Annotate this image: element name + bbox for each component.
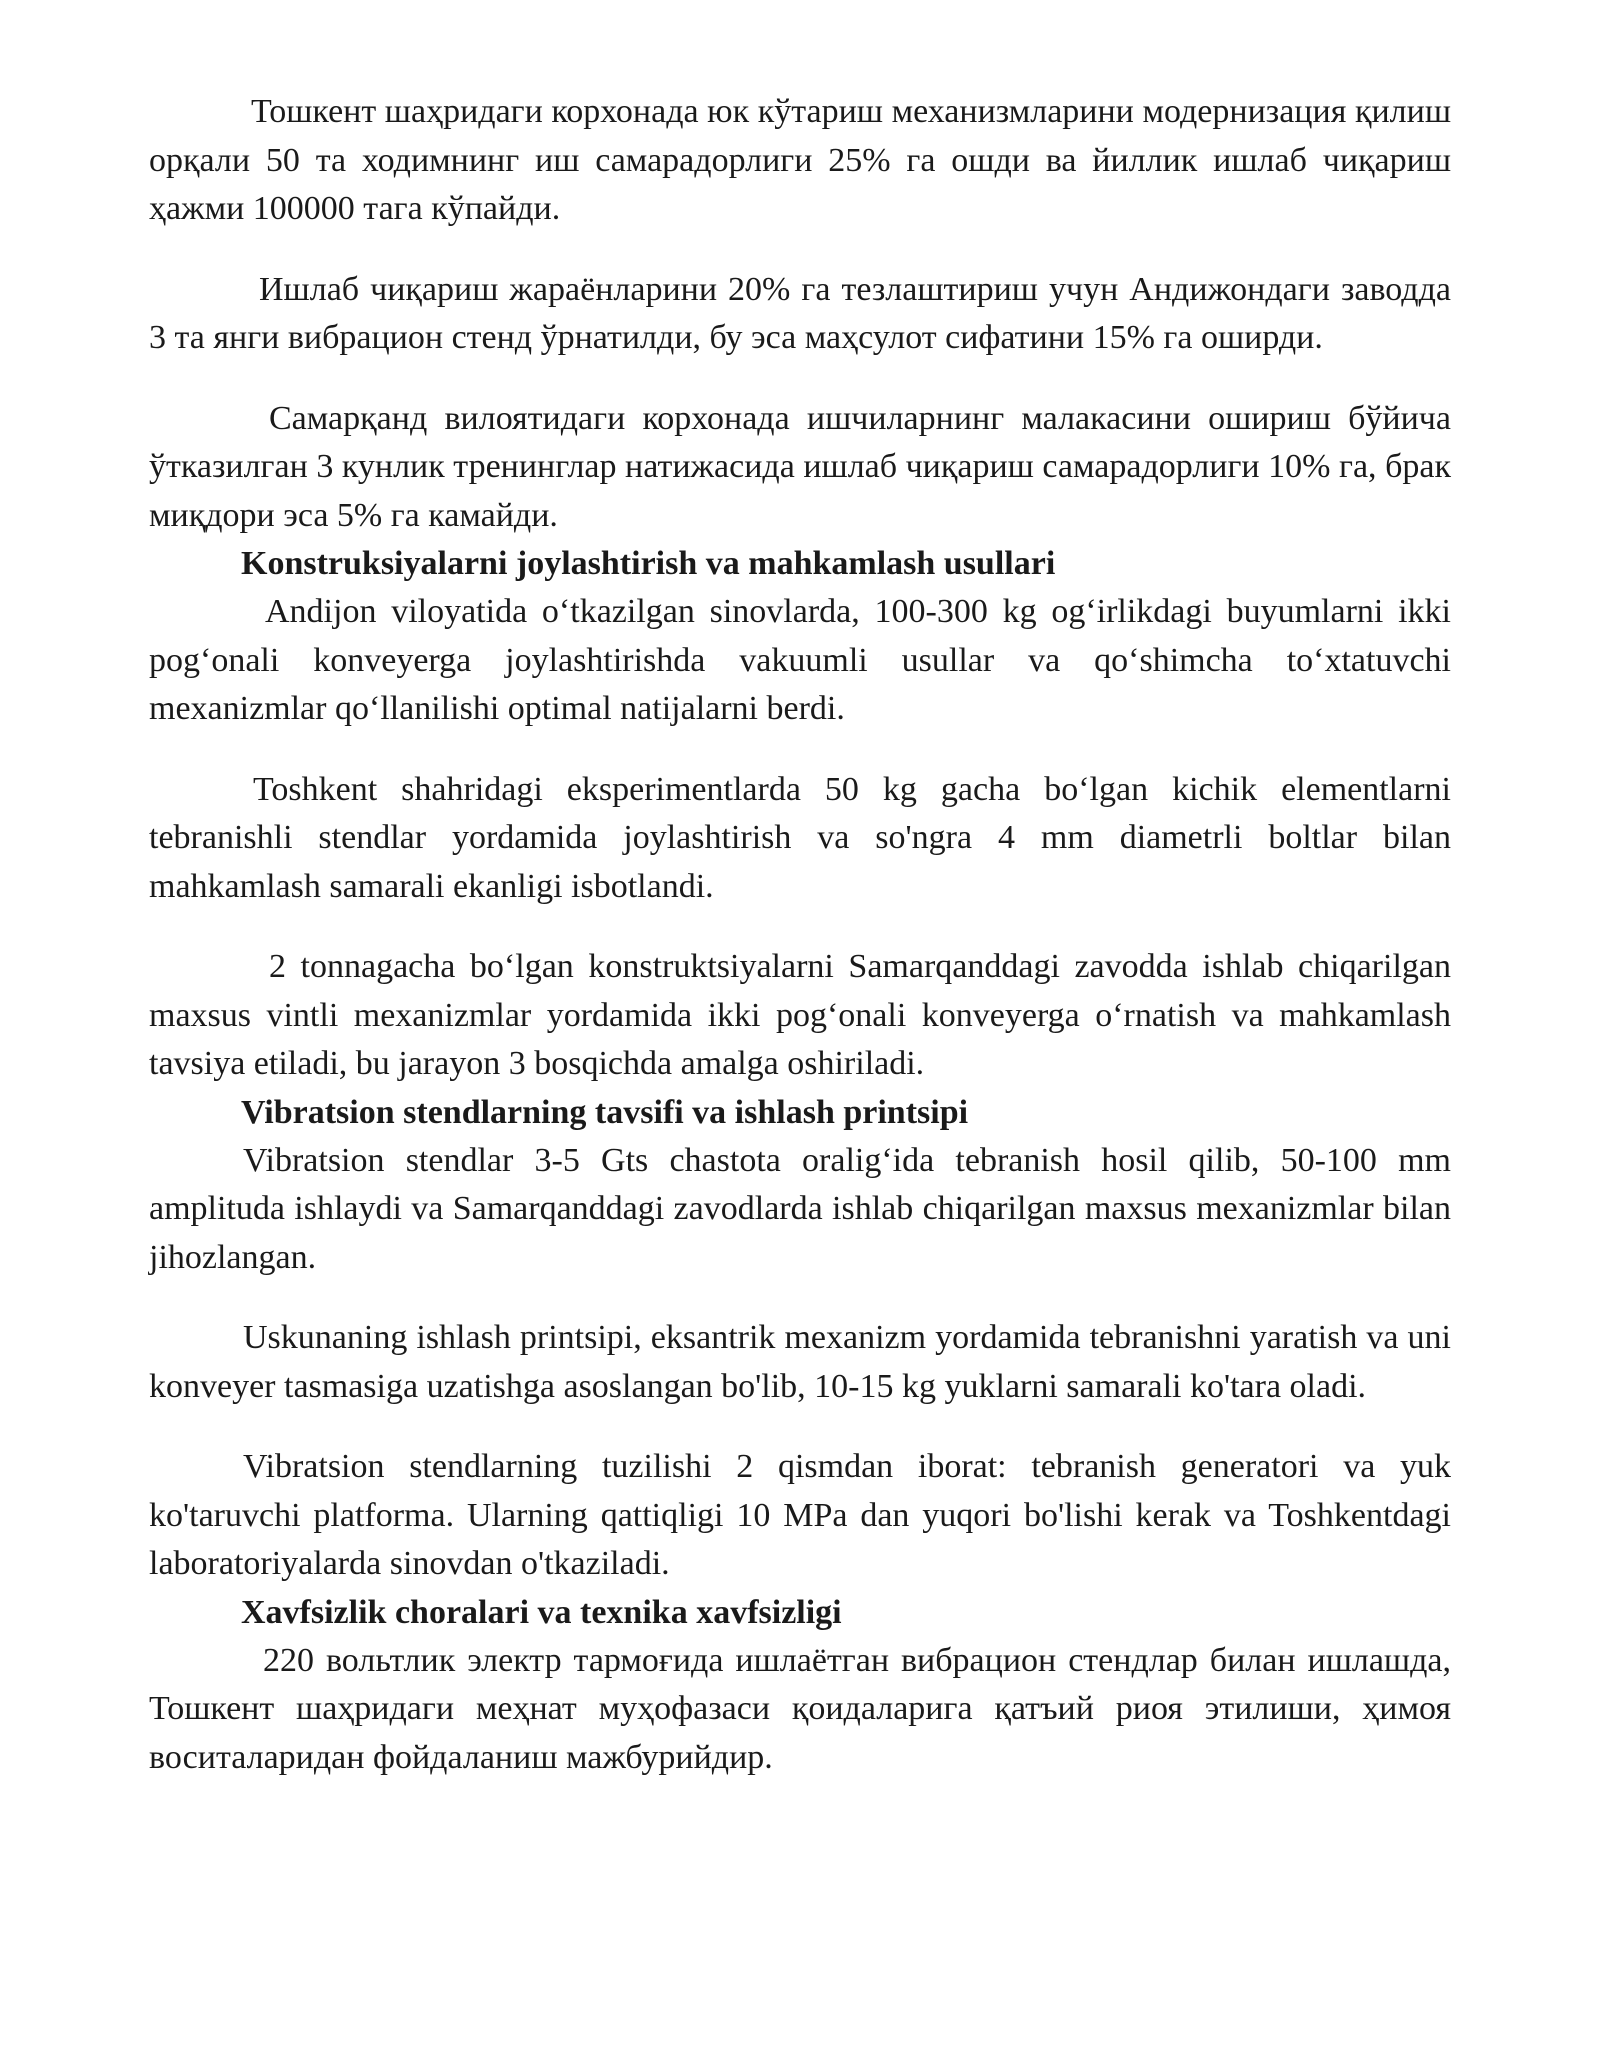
- paragraph-samarkand-training: Самарқанд вилоятидаги корхонада ишчиларнинг малакасини ошириш бўйича ўтказилган 3 кунлик тренинглар натижасида ишлаб чиқариш самарадорлиги 10% га, брак миқдори эса 5% га камайди.: [149, 399, 1451, 534]
- paragraph-electrical-safety: 220 вольтлик электр тармоғида ишлаётган вибрацион стендлар билан ишлашда, Тошкент шаҳридаги меҳнат муҳофазаси қоидаларига қатъий риоя этилиши, ҳимоя воситаларидан фойдаланиш мажбурийдир.: [149, 1641, 1451, 1776]
- paragraph-stand-structure: Vibratsion stendlarning tuzilishi 2 qismdan iborat: tebranish generatori va yuk ko'taruvchi platforma. Ularning qattiqligi 10 MPa dan yuqori bo'lishi kerak va Toshkentdagi laboratoriyalarda sinovdan o'tkaziladi.: [149, 1448, 1451, 1582]
- section-heading-placement: Konstruksiyalarni joylashtirish va mahkamlash usullari: [241, 545, 1056, 582]
- paragraph-tashkent-modernization: Тошкент шаҳридаги корхонада юк кўтариш механизмларини модернизация қилиш орқали 50 та ходимнинг иш самарадорлиги 25% га ошди ва йиллик ишлаб чиқариш ҳажми 100000 тага кўпайди.: [149, 93, 1451, 227]
- paragraph-two-ton-structures: 2 tonnagacha bo‘lgan konstruktsiyalarni Samarqanddagi zavodda ishlab chiqarilgan maxsus vintli mexanizmlar yordamida ikki pog‘onali konveyerga o‘rnatish va mahkamlash tavsiya etiladi, bu jarayon 3 bosqichda amalga oshiriladi.: [149, 948, 1451, 1082]
- section-heading-safety: Xavfsizlik choralari va texnika xavfsizligi: [241, 1593, 842, 1631]
- paragraph-toshkent-experiments: Toshkent shahridagi eksperimentlarda 50 kg gacha bo‘lgan kichik elementlarni tebranishli stendlar yordamida joylashtirish va so'ngra 4 mm diametrli boltlar bilan mahkamlash samarali ekanligi isbotlandi.: [149, 770, 1451, 905]
- paragraph-andijon-trials: Andijon viloyatida o‘tkazilgan sinovlarda, 100-300 kg og‘irlikdagi buyumlarni ikki pog‘onali konveyerga joylashtirishda vakuumli usullar va qo‘shimcha to‘xtatuvchi mexanizmlar qo‘llanilishi optimal natijalarni berdi.: [149, 593, 1451, 727]
- paragraph-stand-frequency: Vibratsion stendlar 3-5 Gts chastota oralig‘ida tebranish hosil qilib, 50-100 mm amplituda ishlaydi va Samarqanddagi zavodlarda ishlab chiqarilgan maxsus mexanizmlar bilan jihozlangan.: [149, 1141, 1451, 1276]
- section-heading-vibration-stands: Vibratsion stendlarning tavsifi va ishlash printsipi: [241, 1093, 969, 1131]
- paragraph-andijan-vibration-stands: Ишлаб чиқариш жараёнларини 20% га тезлаштириш учун Андижондаги заводда 3 та янги вибрацион стенд ўрнатилди, бу эса маҳсулот сифатини 15% га оширди.: [149, 270, 1451, 356]
- document-page: [149, 88, 1451, 1782]
- paragraph-operating-principle: Uskunaning ishlash printsipi, eksantrik mexanizm yordamida tebranishni yaratish va uni konveyer tasmasiga uzatishga asoslangan bo'lib, 10-15 kg yuklarni samarali ko'tara oladi.: [149, 1319, 1451, 1405]
